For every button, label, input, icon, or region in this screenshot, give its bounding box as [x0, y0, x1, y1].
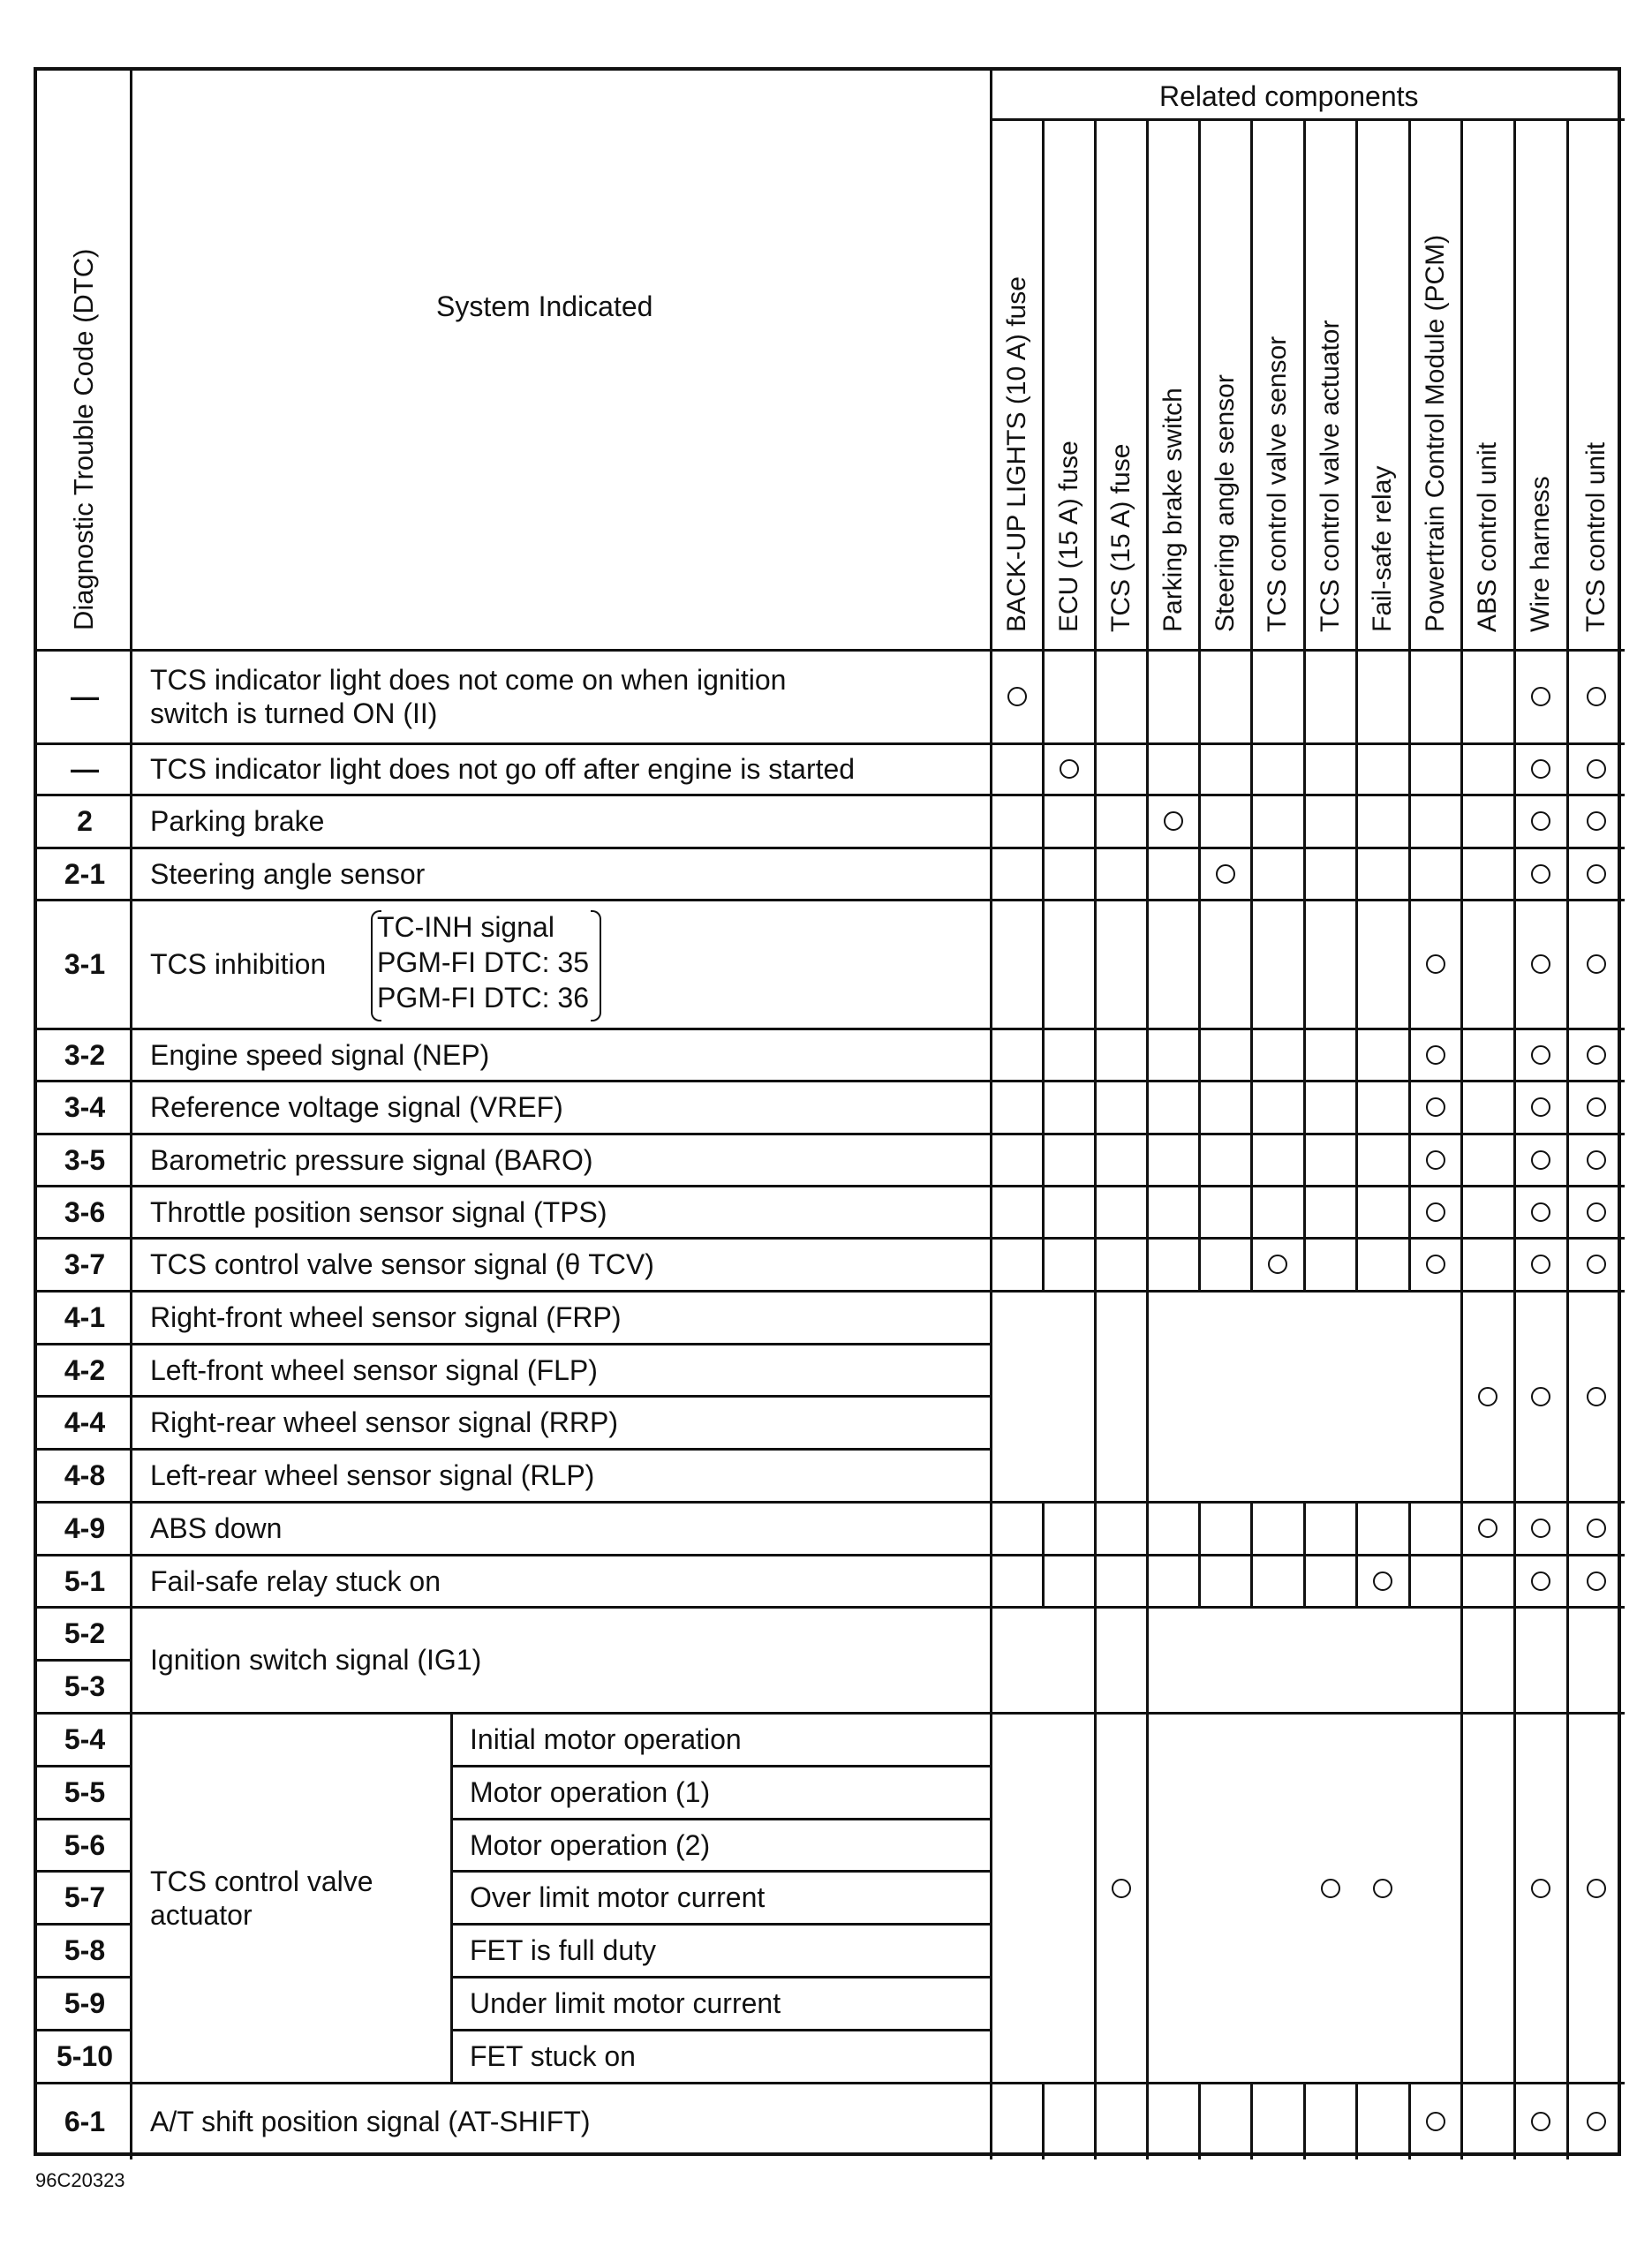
- related-mark: [1587, 1879, 1606, 1898]
- dtc-code: 3-7: [64, 1248, 106, 1280]
- component-row-line: [991, 847, 1625, 849]
- component-column-line: [1094, 650, 1097, 1291]
- dtc-code: —: [71, 681, 99, 712]
- component-column-line: [1408, 650, 1411, 1291]
- row-line: [37, 1976, 131, 1978]
- system-description: TCS indicator light does not come on when ignition switch is turned ON (II): [150, 664, 787, 729]
- row-line: [37, 1501, 991, 1504]
- component-column-line: [1513, 119, 1516, 650]
- related-mark: [1216, 864, 1235, 884]
- actuator-detail: Motor operation (2): [470, 1828, 711, 1861]
- row-line: [37, 794, 991, 796]
- related-mark: [1587, 1150, 1606, 1170]
- related-mark: [1426, 954, 1445, 974]
- actuator-label: TCS control valve actuator: [150, 1865, 373, 1931]
- dtc-code: 5-4: [64, 1723, 106, 1755]
- component-column-line: [1460, 1291, 1463, 1502]
- component-column-line: [1198, 2083, 1201, 2159]
- component-header-1: BACK-UP LIGHTS (10 A) fuse: [1001, 276, 1031, 632]
- related-mark: [1531, 1097, 1550, 1117]
- dtc-code: 3-1: [64, 948, 106, 980]
- dtc-code: 5-10: [56, 2040, 114, 2072]
- component-column-line: [1566, 650, 1569, 1291]
- component-row-line: [991, 742, 1625, 745]
- dtc-code: 4-1: [64, 1301, 106, 1333]
- dtc-code: 5-1: [64, 1564, 106, 1597]
- component-column-line: [1566, 1291, 1569, 1502]
- system-description: TCS control valve sensor signal (θ TCV): [150, 1248, 654, 1280]
- row-line: [451, 1818, 991, 1820]
- system-description: Parking brake: [150, 805, 325, 837]
- dtc-code: 3-4: [64, 1091, 106, 1123]
- component-header-8: Fail-safe relay: [1368, 465, 1397, 632]
- component-column-line: [1042, 650, 1045, 1291]
- component-row-line: [991, 1606, 1625, 1609]
- component-header-6: TCS control valve sensor: [1263, 335, 1292, 632]
- related-mark: [1531, 1571, 1550, 1591]
- related-mark: [1531, 687, 1550, 706]
- dtc-code: 4-8: [64, 1459, 106, 1491]
- system-description: Throttle position sensor signal (TPS): [150, 1195, 607, 1228]
- related-mark: [1426, 1150, 1445, 1170]
- component-column-line: [1042, 2083, 1045, 2159]
- component-header-2: ECU (15 A) fuse: [1053, 441, 1083, 632]
- dtc-column-header: Diagnostic Trouble Code (DTC): [68, 248, 99, 630]
- actuator-detail: Under limit motor current: [470, 1987, 781, 2019]
- component-column-line: [1566, 1502, 1569, 1607]
- component-column-line: [1355, 1502, 1358, 1607]
- related-mark: [1373, 1571, 1392, 1591]
- component-column-line: [1250, 650, 1253, 1291]
- related-mark: [1060, 759, 1079, 779]
- system-column-line: [990, 71, 992, 2159]
- component-row-line: [991, 794, 1625, 796]
- component-column-line: [1566, 1713, 1569, 2083]
- related-mark: [1587, 1202, 1606, 1222]
- related-mark: [1587, 864, 1606, 884]
- component-column-line: [1513, 2083, 1516, 2159]
- row-line: [37, 1923, 131, 1926]
- related-mark: [1587, 1571, 1606, 1591]
- component-column-line: [1303, 1502, 1306, 1607]
- row-line: [37, 1765, 131, 1767]
- component-column-line: [1408, 119, 1411, 650]
- row-line: [37, 742, 991, 745]
- related-mark: [1587, 687, 1606, 706]
- dtc-code: 5-7: [64, 1881, 106, 1913]
- related-mark: [1164, 811, 1183, 831]
- actuator-detail: FET is full duty: [470, 1934, 657, 1966]
- row-line: [37, 1818, 131, 1820]
- actuator-detail: Initial motor operation: [470, 1723, 742, 1755]
- row-line: [37, 2082, 991, 2084]
- actuator-detail: FET stuck on: [470, 2040, 636, 2072]
- row-line: [37, 1290, 991, 1293]
- dtc-code: 4-2: [64, 1353, 106, 1386]
- system-description: A/T shift position signal (AT-SHIFT): [150, 2105, 591, 2137]
- component-column-line: [1303, 650, 1306, 1291]
- row-line: [37, 899, 991, 901]
- related-mark: [1426, 1097, 1445, 1117]
- component-row-line: [991, 1133, 1625, 1135]
- system-description: Reference voltage signal (VREF): [150, 1091, 563, 1123]
- component-column-line: [1250, 1502, 1253, 1607]
- brace-left: [371, 910, 381, 1021]
- related-mark: [1478, 1387, 1497, 1406]
- dtc-table: [34, 67, 1621, 2156]
- system-description: Barometric pressure signal (BARO): [150, 1143, 593, 1176]
- component-column-line: [1198, 119, 1201, 650]
- component-header-10: ABS control unit: [1473, 441, 1502, 632]
- related-mark: [1587, 811, 1606, 831]
- component-column-line: [1355, 2083, 1358, 2159]
- component-column-line: [1513, 1502, 1516, 1607]
- component-header-3: TCS (15 A) fuse: [1105, 443, 1135, 632]
- component-column-line: [1042, 119, 1045, 650]
- component-row-line: [991, 899, 1625, 901]
- ignition-switch-label: Ignition switch signal (IG1): [150, 1644, 482, 1676]
- row-line: [451, 2029, 991, 2031]
- related-mark: [1531, 1150, 1550, 1170]
- component-row-line: [991, 1080, 1625, 1082]
- dtc-code: 4-4: [64, 1406, 106, 1438]
- related-mark: [1587, 954, 1606, 974]
- related-mark: [1531, 1879, 1550, 1898]
- dtc-code: 5-5: [64, 1776, 106, 1808]
- figure-id: 96C20323: [35, 2169, 125, 2191]
- component-column-line: [1460, 2083, 1463, 2159]
- component-column-line: [1146, 119, 1149, 650]
- row-line: [37, 1343, 991, 1345]
- row-line: [37, 1395, 991, 1398]
- system-description: TCS indicator light does not go off after engine is started: [150, 753, 856, 785]
- component-column-line: [1094, 119, 1097, 650]
- system-description: ABS down: [150, 1512, 283, 1544]
- related-mark: [1478, 1519, 1497, 1538]
- component-column-line: [1513, 1713, 1516, 2083]
- dtc-code: 5-6: [64, 1828, 106, 1861]
- component-row-line: [991, 1028, 1625, 1030]
- system-description: Right-rear wheel sensor signal (RRP): [150, 1406, 618, 1438]
- related-mark: [1531, 1387, 1550, 1406]
- dtc-code: 3-5: [64, 1143, 106, 1176]
- related-mark: [1587, 2112, 1606, 2131]
- header-bottom-line: [37, 649, 1625, 652]
- row-line: [451, 1976, 991, 1978]
- row-line: [451, 1923, 991, 1926]
- row-line: [37, 1712, 991, 1715]
- dtc-code: 2: [77, 805, 93, 837]
- inhibition-condition: PGM-FI DTC: 35: [377, 946, 590, 978]
- system-description: Left-rear wheel sensor signal (RLP): [150, 1459, 595, 1491]
- component-column-line: [1198, 1502, 1201, 1607]
- system-description: Right-front wheel sensor signal (FRP): [150, 1301, 622, 1333]
- component-column-line: [1355, 650, 1358, 1291]
- related-mark: [1531, 759, 1550, 779]
- component-column-line: [1146, 1291, 1149, 1502]
- row-line: [37, 1133, 991, 1135]
- component-column-line: [1094, 1607, 1097, 1713]
- component-column-line: [1566, 2083, 1569, 2159]
- related-mark: [1531, 954, 1550, 974]
- component-column-line: [1513, 650, 1516, 1291]
- component-column-line: [1408, 1502, 1411, 1607]
- dtc-code: 5-9: [64, 1987, 106, 2019]
- component-column-line: [1094, 2083, 1097, 2159]
- component-column-line: [1303, 119, 1306, 650]
- related-mark: [1268, 1255, 1287, 1274]
- component-column-line: [1460, 119, 1463, 650]
- row-line: [37, 1606, 991, 1609]
- related-mark: [1587, 759, 1606, 779]
- dtc-code: 5-2: [64, 1617, 106, 1649]
- actuator-detail-line: [450, 1713, 453, 2083]
- related-mark: [1426, 1045, 1445, 1065]
- component-column-line: [1355, 119, 1358, 650]
- related-mark: [1426, 1202, 1445, 1222]
- component-row-line: [991, 1554, 1625, 1556]
- component-column-line: [1146, 2083, 1149, 2159]
- system-description: Fail-safe relay stuck on: [150, 1564, 441, 1597]
- system-description: Engine speed signal (NEP): [150, 1038, 490, 1071]
- actuator-detail: Over limit motor current: [470, 1881, 766, 1913]
- component-row-line: [991, 1290, 1625, 1293]
- component-header-12: TCS control unit: [1580, 441, 1611, 632]
- component-column-line: [1146, 1713, 1149, 2083]
- component-column-line: [1198, 650, 1201, 1291]
- actuator-detail: Motor operation (1): [470, 1776, 711, 1808]
- component-column-line: [1408, 2083, 1411, 2159]
- dtc-code: 6-1: [64, 2105, 106, 2137]
- component-column-line: [1146, 1502, 1149, 1607]
- row-line: [37, 1448, 991, 1451]
- row-line: [37, 1870, 131, 1873]
- component-row-line: [991, 1501, 1625, 1504]
- component-column-line: [1566, 119, 1569, 650]
- related-components-header: Related components: [1159, 80, 1419, 112]
- row-line: [451, 1870, 991, 1873]
- component-column-line: [1460, 650, 1463, 1291]
- related-mark: [1531, 1519, 1550, 1538]
- component-header-7: TCS control valve actuator: [1315, 320, 1345, 632]
- row-line: [37, 1554, 991, 1556]
- component-column-line: [1460, 1502, 1463, 1607]
- component-header-5: Steering angle sensor: [1210, 374, 1240, 632]
- row-line: [37, 847, 991, 849]
- related-mark: [1531, 1255, 1550, 1274]
- component-header-9: Powertrain Control Module (PCM): [1420, 234, 1450, 632]
- dtc-code: 5-8: [64, 1934, 106, 1966]
- component-column-line: [1460, 1713, 1463, 2083]
- system-column-header: System Indicated: [436, 290, 653, 322]
- row-line: [451, 1765, 991, 1767]
- component-column-line: [1094, 1713, 1097, 2083]
- component-column-line: [1460, 1607, 1463, 1713]
- component-column-line: [1094, 1291, 1097, 1502]
- related-mark: [1373, 1879, 1392, 1898]
- dtc-code: 3-2: [64, 1038, 106, 1071]
- related-mark: [1587, 1045, 1606, 1065]
- component-row-line: [991, 2082, 1625, 2084]
- dtc-code: 2-1: [64, 857, 106, 890]
- component-header-4: Parking brake switch: [1158, 388, 1188, 632]
- component-row-line: [991, 1237, 1625, 1240]
- component-column-line: [1566, 1607, 1569, 1713]
- related-mark: [1587, 1097, 1606, 1117]
- brace-right: [591, 910, 601, 1021]
- related-mark: [1426, 2112, 1445, 2131]
- dtc-code: —: [71, 753, 99, 785]
- related-mark: [1587, 1387, 1606, 1406]
- component-column-line: [1094, 1502, 1097, 1607]
- component-column-line: [1042, 1502, 1045, 1607]
- system-description: Left-front wheel sensor signal (FLP): [150, 1353, 598, 1386]
- component-column-line: [1146, 650, 1149, 1291]
- row-line: [37, 1185, 991, 1187]
- related-mark: [1531, 1045, 1550, 1065]
- component-row-line: [991, 1185, 1625, 1187]
- row-line: [37, 2029, 131, 2031]
- related-mark: [1587, 1255, 1606, 1274]
- component-header-11: Wire harness: [1526, 476, 1555, 632]
- related-mark: [1321, 1879, 1340, 1898]
- related-mark: [1112, 1879, 1131, 1898]
- dtc-code: 5-3: [64, 1670, 106, 1702]
- component-column-line: [1513, 1291, 1516, 1502]
- related-mark: [1531, 864, 1550, 884]
- related-mark: [1587, 1519, 1606, 1538]
- related-header-line: [991, 118, 1625, 121]
- row-line: [37, 1237, 991, 1240]
- dtc-code: 3-6: [64, 1195, 106, 1228]
- related-mark: [1531, 2112, 1550, 2131]
- dtc-code: 4-9: [64, 1512, 106, 1544]
- row-line: [37, 1080, 991, 1082]
- component-column-line: [1513, 1607, 1516, 1713]
- component-column-line: [1303, 2083, 1306, 2159]
- component-row-line: [991, 1712, 1625, 1715]
- component-column-line: [1250, 2083, 1253, 2159]
- related-mark: [1531, 1202, 1550, 1222]
- inhibition-condition: TC-INH signal: [377, 911, 554, 943]
- system-description: Steering angle sensor: [150, 857, 426, 890]
- component-column-line: [1250, 119, 1253, 650]
- component-column-line: [1146, 1607, 1149, 1713]
- related-mark: [1426, 1255, 1445, 1274]
- inhibition-condition: PGM-FI DTC: 36: [377, 982, 590, 1014]
- system-description: TCS inhibition: [150, 948, 327, 980]
- related-mark: [1007, 687, 1027, 706]
- related-mark: [1531, 811, 1550, 831]
- row-line: [37, 1659, 131, 1662]
- row-line: [37, 1028, 991, 1030]
